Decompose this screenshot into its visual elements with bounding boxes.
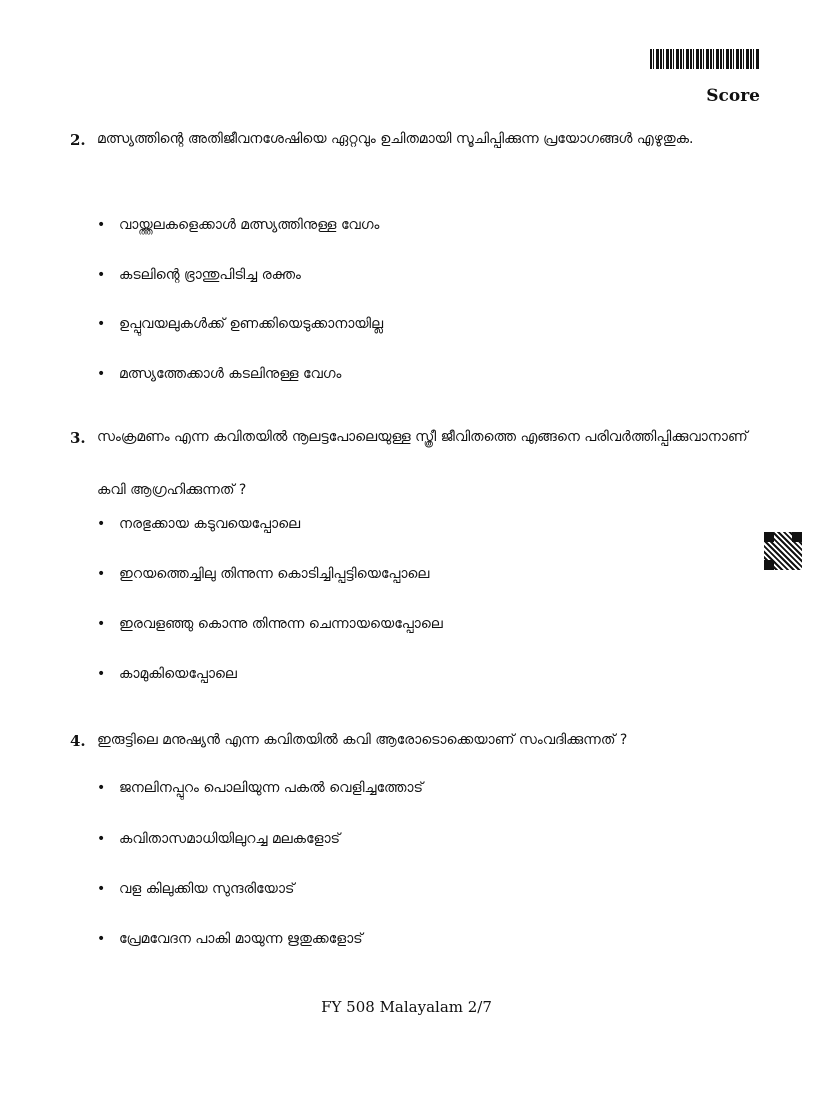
option-text: വള കിലുക്കിയ സുന്ദരിയോട് [119,881,295,897]
option-2-1 [97,217,379,233]
barcode-icon [650,49,760,69]
bullet-icon: • [97,931,106,947]
option-4-4 [97,931,363,947]
option-4-2 [97,831,340,847]
question-number: 3. [70,429,86,447]
bullet-icon: • [97,366,106,382]
option-2-4 [97,366,341,382]
option-2-2 [97,267,301,283]
option-text: ഇറയത്തെച്ചിലു തിന്നുന്ന കൊടിച്ചിപ്പട്ടിയെപ്പോലെ [119,566,430,582]
question-text: ഇരുട്ടിലെ മനുഷ്യൻ എന്ന കവിതയിൽ കവി ആരോടൊക്കെയാണ് സംവദിക്കുന്നത് ? [97,732,628,748]
option-text: കവിതാസമാധിയിലുറച്ച മലകളോട് [119,831,341,847]
option-text: ജനലിനപ്പുറം പൊലിയുന്ന പകൽ വെളിച്ചത്തോട് [119,780,424,796]
question-number: 4. [70,732,86,750]
question-4 [70,732,750,762]
option-4-3 [97,881,294,897]
question-text: സംക്രമണം എന്ന കവിതയിൽ നൂലട്ടപോലെയുള്ള സ്ത്രീ ജീവിതത്തെ എങ്ങനെ പരിവർത്തിപ്പിക്കുവാനാണ് കവി ആഗ്രഹിക്കുന്നത് ? [97,429,748,498]
bullet-icon: • [97,316,106,332]
option-4-1 [97,780,423,796]
option-3-2 [97,566,429,582]
bullet-icon: • [97,267,106,283]
bullet-icon: • [97,616,106,632]
option-text: പ്രേമവേദന പാകി മായുന്ന ഋതുക്കളോട് [119,931,363,947]
bullet-icon: • [97,217,106,233]
option-3-4 [97,666,237,682]
bullet-icon: • [97,666,106,682]
bullet-icon: • [97,831,106,847]
bullet-icon: • [97,780,106,796]
question-number: 2. [70,131,86,149]
page-footer: FY 508 Malayalam 2/7 [321,998,492,1016]
option-2-3 [97,316,383,332]
bullet-icon: • [97,881,106,897]
option-text: നരഭുക്കായ കടുവയെപ്പോലെ [119,516,301,532]
option-text: ഇരവളഞ്ഞു കൊന്നു തിന്നുന്ന ചെന്നായയെപ്പോലെ [119,616,443,632]
option-text: മത്സ്യത്തേക്കാൾ കടലിനുള്ള വേഗം [119,366,342,382]
option-text: വായ്ത്തലകളെക്കാൾ മത്സ്യത്തിനുള്ള വേഗം [119,217,380,233]
option-text: കാമുകിയെപ്പോലെ [119,666,237,682]
option-text: ഉപ്പുവയലുകൾക്ക് ഉണക്കിയെടുക്കാനായില്ല [119,316,384,332]
question-text: മത്സ്യത്തിന്റെ അതിജീവനശേഷിയെ ഏറ്റവും ഉചിതമായി സൂചിപ്പിക്കുന്ന പ്രയോഗങ്ങൾ എഴുതുക. [97,131,694,147]
option-3-3 [97,616,443,632]
question-3 [70,429,750,498]
option-3-1 [97,516,300,532]
score-label: Score [706,86,760,106]
question-2 [70,131,750,191]
option-text: കടലിന്റെ ഭ്രാന്തുപിടിച്ച രക്തം [119,267,301,283]
bullet-icon: • [97,566,106,582]
qr-code-icon [763,531,803,571]
bullet-icon: • [97,516,106,532]
